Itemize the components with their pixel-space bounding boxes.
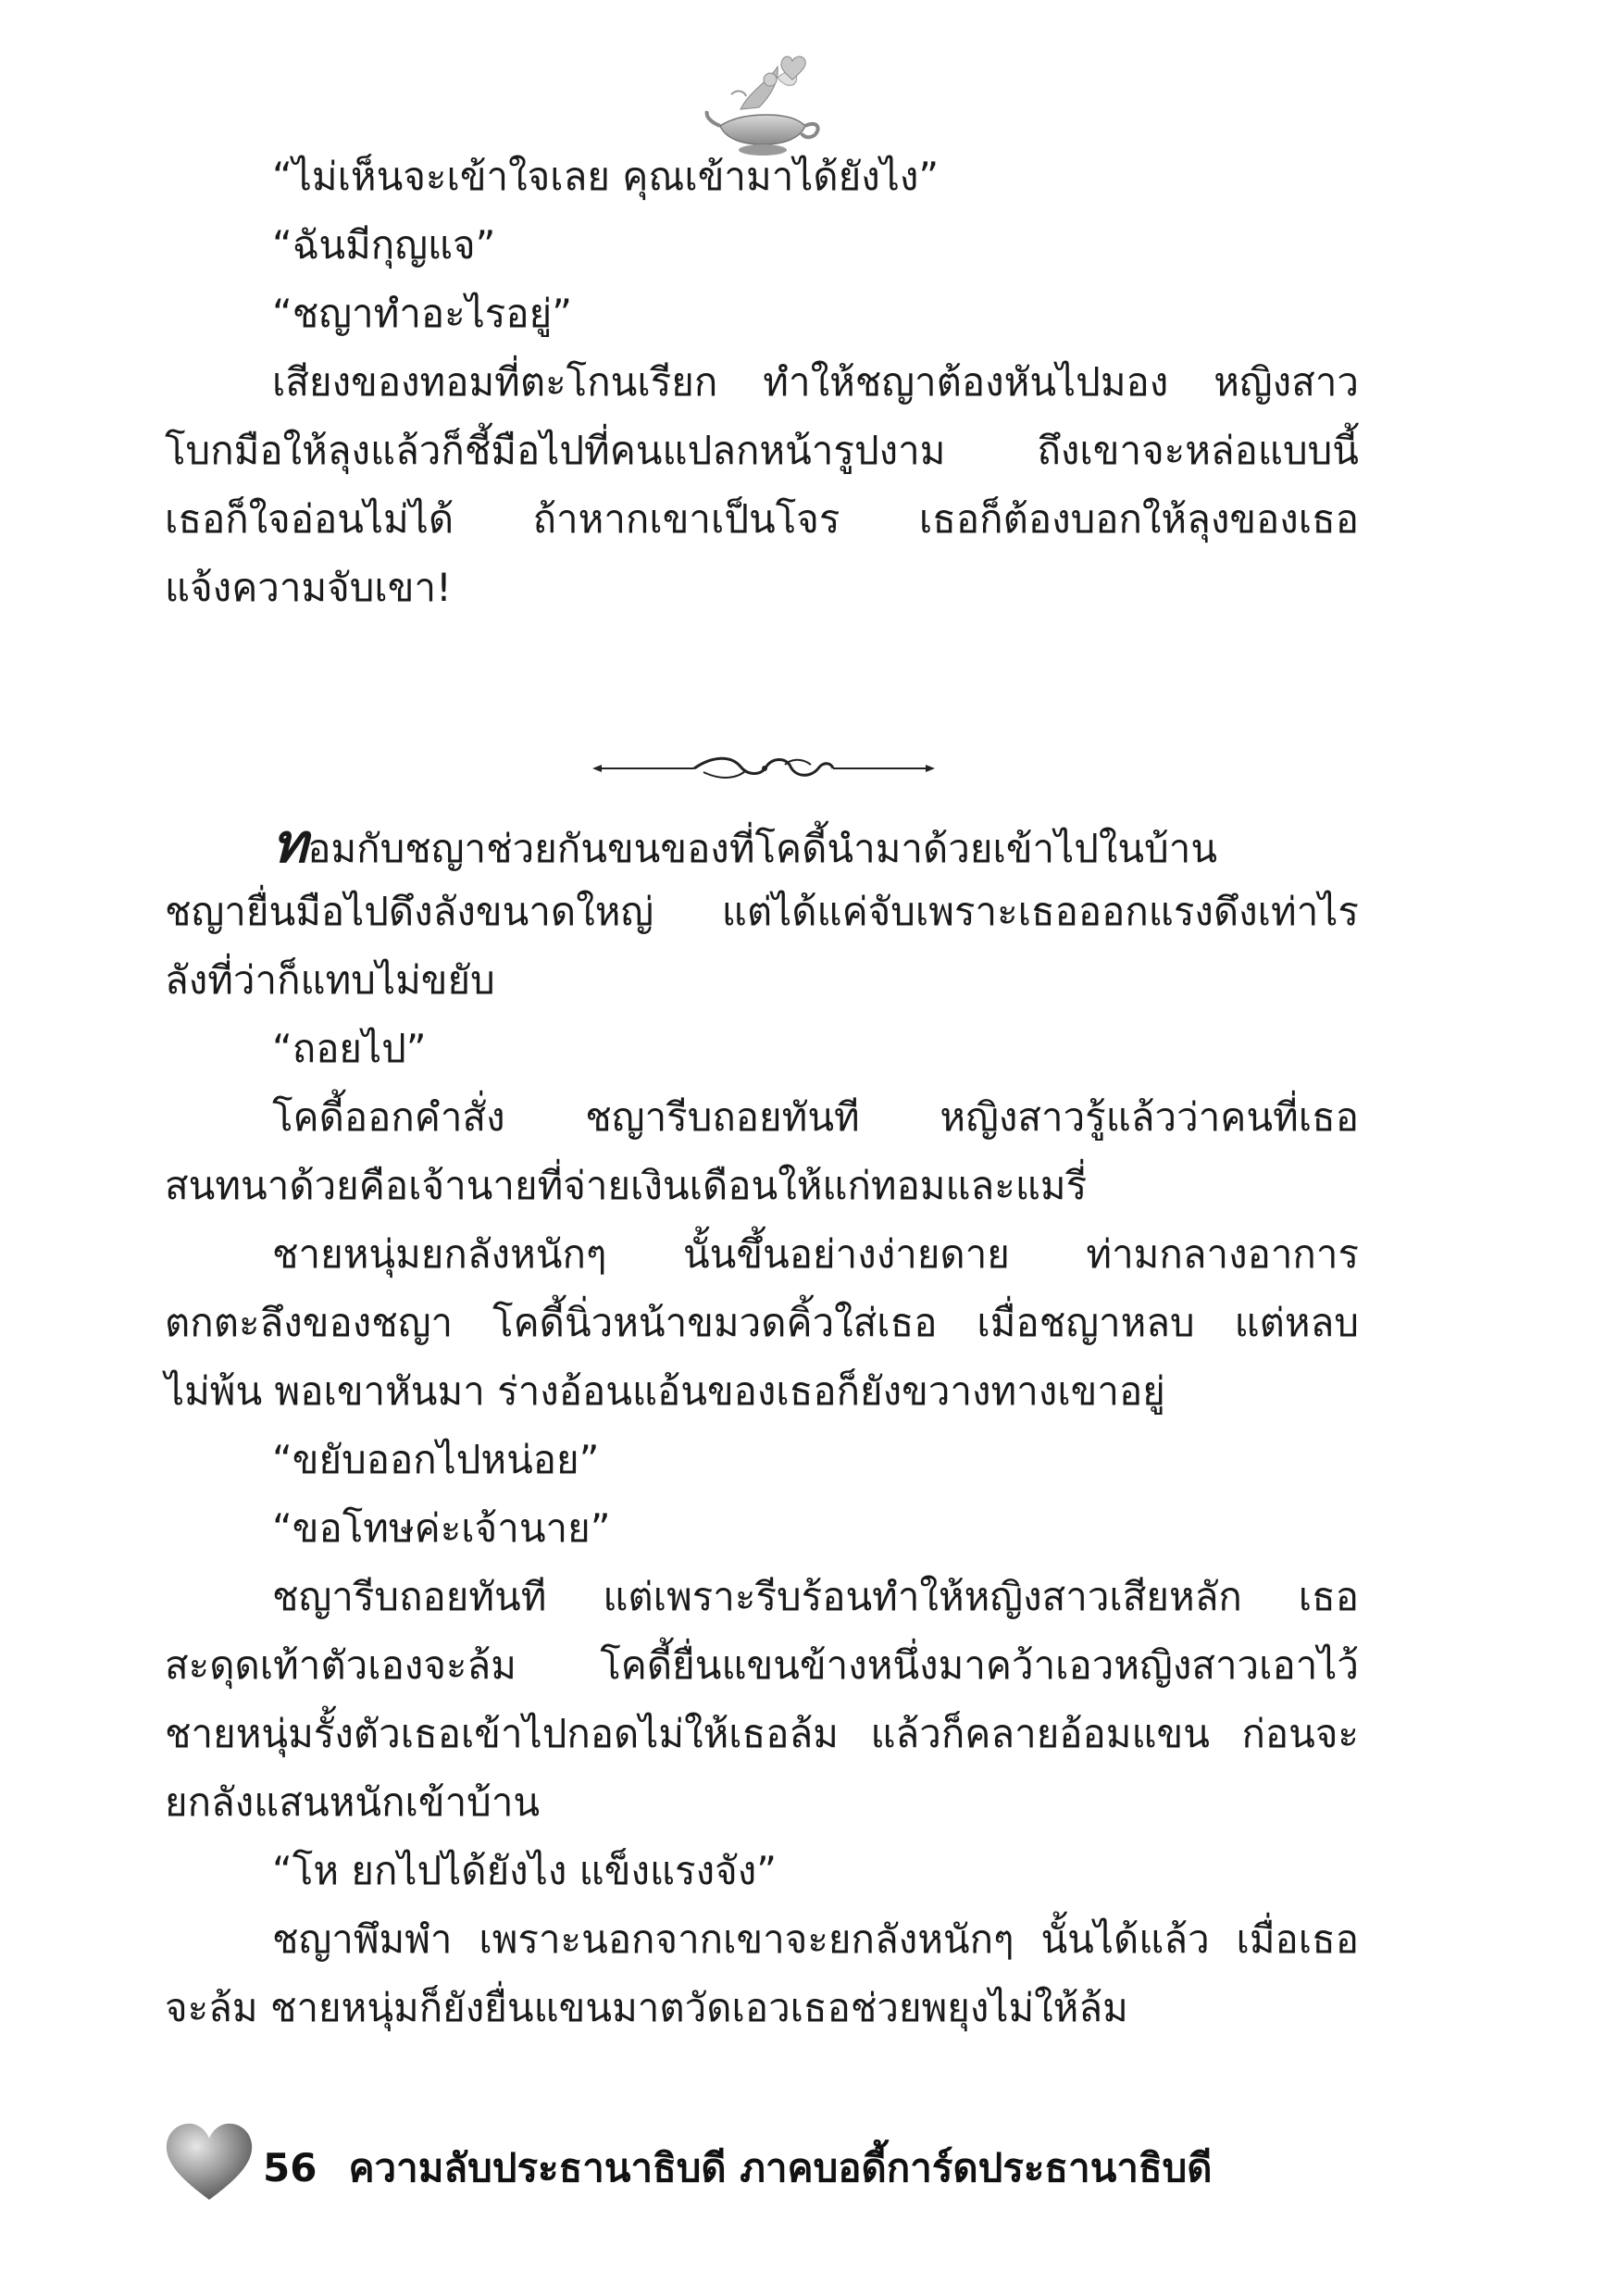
paragraph-line: ชายหนุ่มรั้งตัวเธอเข้าไปกอดไม่ให้เธอล้ม แล้วก็คลายอ้อมแขน ก่อนจะ — [165, 1711, 1359, 1756]
paragraph-line: ตกตะลึงของชญา โคดี้นิ่วหน้าขมวดคิ้วใส่เธอ เมื่อชญาหลบ แต่หลบ — [165, 1300, 1359, 1345]
paragraph-line: ยกลังแสนหนักเข้าบ้าน — [165, 1779, 541, 1825]
paragraph-line: ชญารีบถอยทันที แต่เพราะรีบร้อนทำให้หญิงสาวเสียหลัก เธอ — [272, 1574, 1359, 1619]
paragraph-line: “ถอยไป” — [272, 1026, 427, 1071]
paragraph-line-rest: อมกับชญาช่วยกันขนของที่โคดี้นำมาด้วยเข้าไปในบ้าน — [307, 826, 1218, 871]
paragraph-line: เธอก็ใจอ่อนไม่ได้ ถ้าหากเขาเป็นโจร เธอก็ต้องบอกให้ลุงของเธอ — [165, 496, 1359, 542]
paragraph-line: ชายหนุ่มยกลังหนักๆ นั้นขึ้นอย่างง่ายดาย ท่ามกลางอาการ — [272, 1231, 1359, 1277]
running-footer — [263, 2131, 1213, 2205]
paragraph-line: โคดี้ออกคำสั่ง ชญารีบถอยทันที หญิงสาวรู้แล้วว่าคนที่เธอ — [272, 1094, 1359, 1140]
paragraph-line: สนทนาด้วยคือเจ้านายที่จ่ายเงินเดือนให้แก่ทอมและแมรี่ — [165, 1163, 1088, 1208]
drop-initial: ท — [272, 812, 308, 875]
paragraph-line: “ขยับออกไปหน่อย” — [272, 1437, 600, 1482]
paragraph-line: เสียงของทอมที่ตะโกนเรียก ทำให้ชญาต้องหันไปมอง หญิงสาว — [272, 359, 1359, 405]
paragraph-line: โบกมือให้ลุงแล้วก็ชี้มือไปที่คนแปลกหน้ารูปงาม ถึงเขาจะหล่อแบบนี้ — [165, 428, 1359, 473]
paragraph-line — [165, 811, 1359, 876]
paragraph-line: ลังที่ว่าก็แทบไม่ขยับ — [165, 957, 495, 1003]
running-title: ความลับประธานาธิบดี ภาคบอดี้การ์ดประธานาธิบดี — [348, 2145, 1213, 2190]
paragraph-line: “โห ยกไปได้ยังไง แข็งแรงจัง” — [272, 1848, 777, 1893]
paragraph-line: แจ้งความจับเขา! — [165, 565, 452, 610]
paragraph-line: “ไม่เห็นจะเข้าใจเลย คุณเข้ามาได้ยังไง” — [272, 154, 940, 199]
page-footer — [163, 2120, 1459, 2222]
paragraph-line: “ฉันมีกุญแจ” — [272, 222, 496, 268]
paragraph-line: “ขอโทษค่ะเจ้านาย” — [272, 1505, 611, 1551]
flourish-divider-icon — [592, 750, 935, 787]
paragraph-line: ชญายื่นมือไปดึงลังขนาดใหญ่ แต่ได้แค่จับเพราะเธอออกแรงดึงเท่าไร — [165, 889, 1359, 934]
paragraph-line: ชญาพึมพำ เพราะนอกจากเขาจะยกลังหนักๆ นั้นได้แล้ว เมื่อเธอ — [272, 1916, 1359, 1962]
page-number: 56 — [263, 2145, 317, 2190]
heart-icon — [163, 2120, 255, 2203]
paragraph-line: จะล้ม ชายหนุ่มก็ยังยื่นแขนมาตวัดเอวเธอช่วยพยุงไม่ให้ล้ม — [165, 1985, 1128, 2030]
paragraph-line: “ชญาทำอะไรอยู่” — [272, 291, 572, 336]
paragraph-line: สะดุดเท้าตัวเองจะล้ม โคดี้ยื่นแขนข้างหนึ่งมาคว้าเอวหญิงสาวเอาไว้ — [165, 1642, 1359, 1688]
paragraph-line: ไม่พ้น พอเขาหันมา ร่างอ้อนแอ้นของเธอก็ยังขวางทางเขาอยู่ — [165, 1368, 1165, 1414]
